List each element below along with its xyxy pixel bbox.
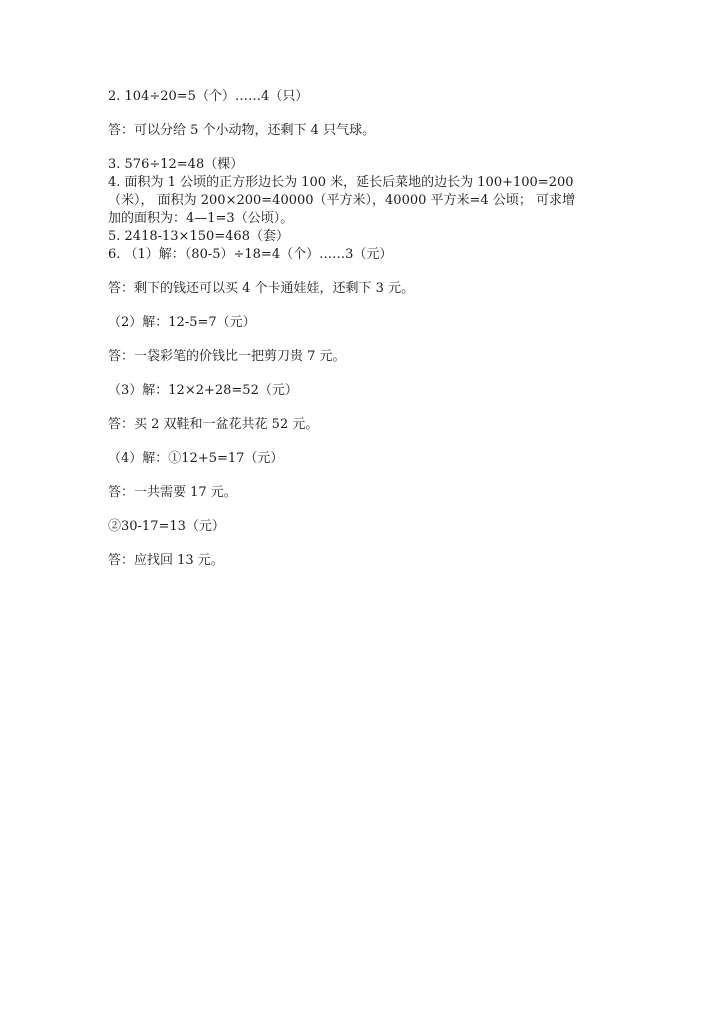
answer-6-part-1-reply: 答：剩下的钱还可以买 4 个卡通娃娃，还剩下 3 元。 [108,281,415,296]
answer-6-part-4-step-2-reply: 答：应找回 13 元。 [108,553,224,568]
answer-2-reply: 答：可以分给 5 个小动物，还剩下 4 只气球。 [108,123,376,138]
answer-6-part-1: 6. （1）解：（80-5）÷18=4（个）……3（元） [108,247,393,262]
answer-2-line: 2. 104÷20=5（个）……4（只） [108,89,309,104]
answer-6-part-4-step-2: ②30-17=13（元） [108,519,225,534]
answer-4-line-1: 4. 面积为 1 公顷的正方形边长为 100 米，延长后菜地的边长为 100+100=200 [108,175,574,190]
answer-6-part-4: （4）解：①12+5=17（元） [108,451,284,466]
answer-3-line: 3. 576÷12=48（棵） [108,157,244,172]
answer-5-line: 5. 2418-13×150=468（套） [108,229,289,244]
answer-6-part-2-reply: 答：一袋彩笔的价钱比一把剪刀贵 7 元。 [108,349,346,364]
answer-6-part-3-reply: 答：买 2 双鞋和一盆花共花 52 元。 [108,417,319,432]
answer-4-line-3: 加的面积为：4—1=3（公顷）。 [108,211,294,226]
answer-6-part-3: （3）解：12×2+28=52（元） [108,383,298,398]
answer-6-part-4-reply: 答：一共需要 17 元。 [108,485,237,500]
answer-content [108,84,628,570]
answer-6-part-2: （2）解：12-5=7（元） [108,315,256,330]
answer-4-line-2: （米）， 面积为 200×200=40000（平方米），40000 平方米=4 公顷； 可求增 [108,193,575,208]
